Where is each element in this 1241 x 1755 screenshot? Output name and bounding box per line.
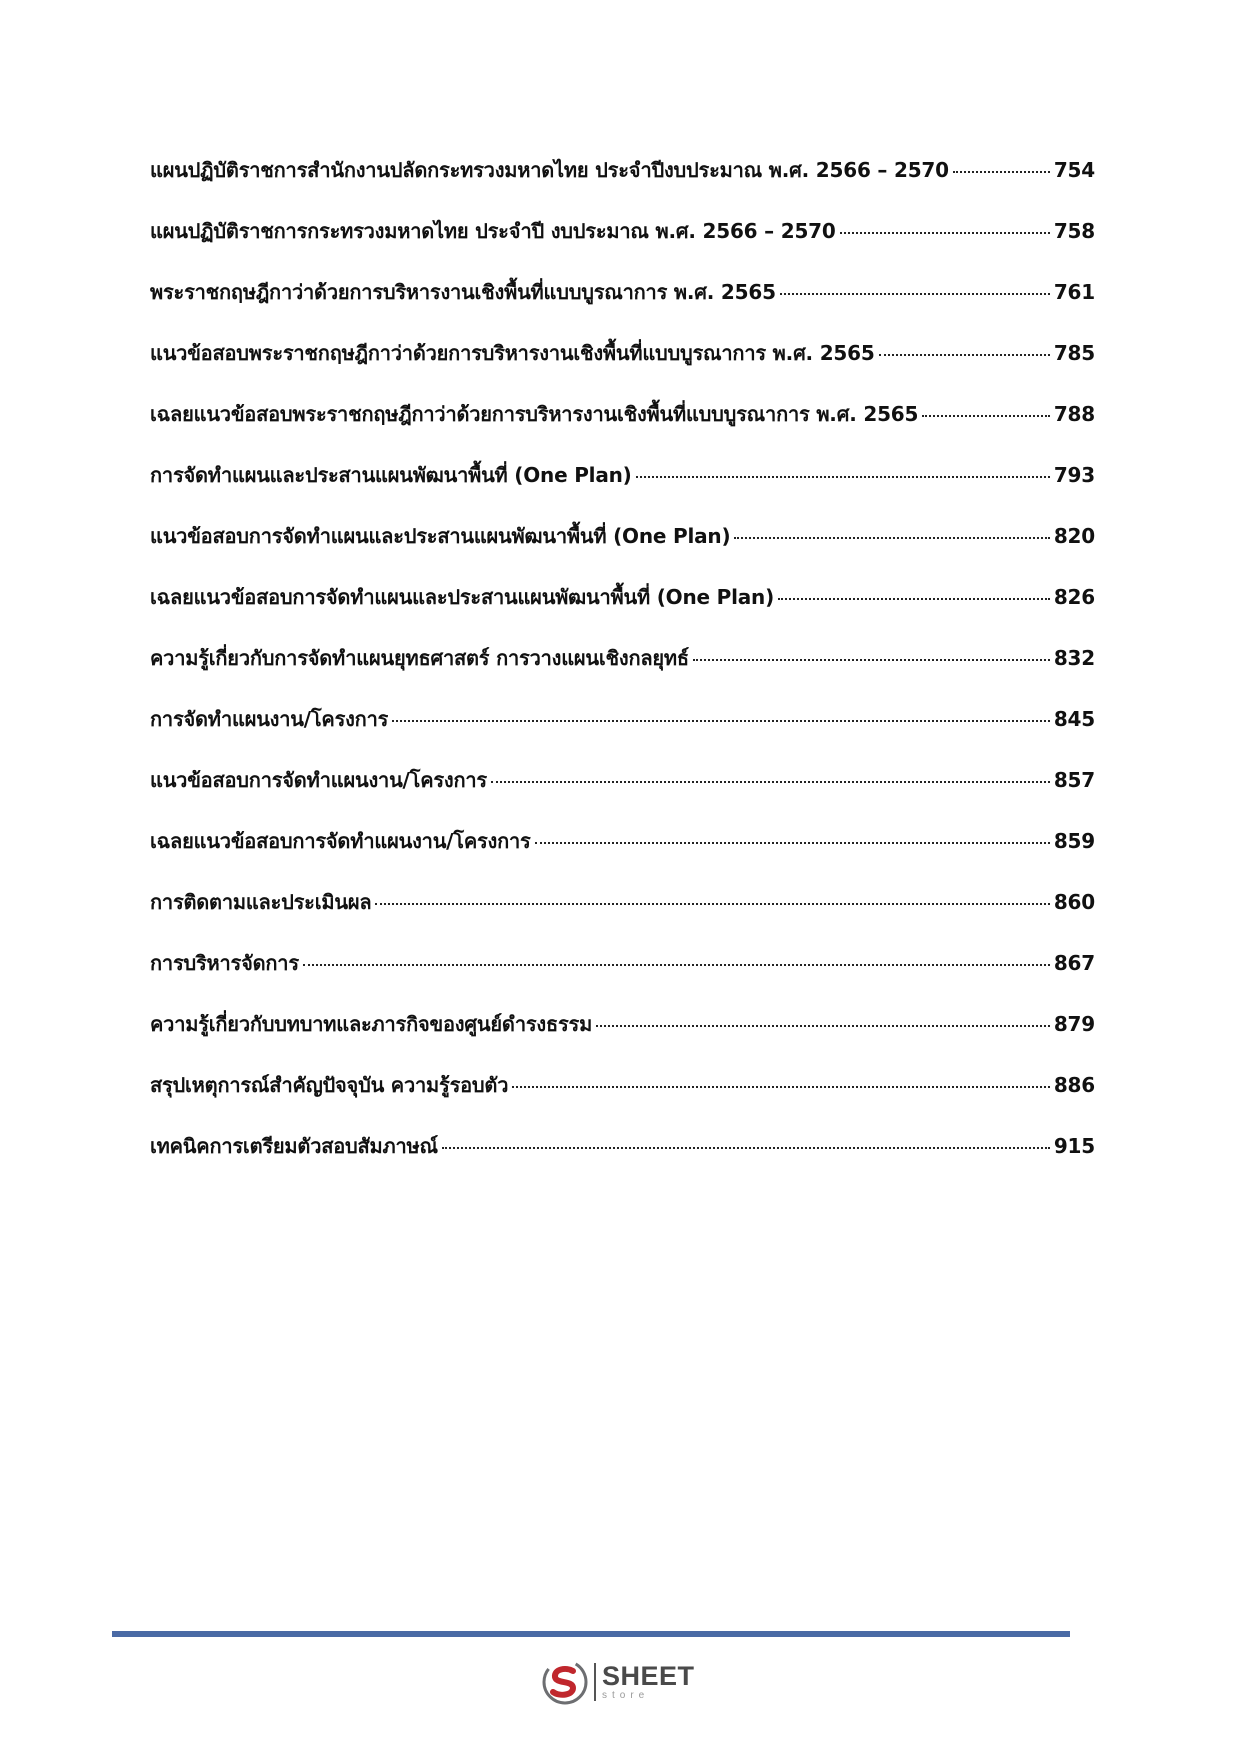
toc-entry[interactable] <box>150 1008 1095 1069</box>
toc-leader-dots <box>953 171 1050 173</box>
toc-entry-page: 761 <box>1053 280 1095 304</box>
toc-entry-title: พระราชกฤษฎีกาว่าด้วยการบริหารงานเชิงพื้นที่แบบบูรณาการ พ.ศ. 2565 <box>150 280 776 304</box>
toc-entry-title: เฉลยแนวข้อสอบการจัดทำแผนงาน/โครงการ <box>150 829 531 853</box>
toc-entry-title: แผนปฏิบัติราชการสำนักงานปลัดกระทรวงมหาดไทย ประจำปีงบประมาณ พ.ศ. 2566 – 2570 <box>150 158 949 182</box>
logo-wordmark <box>602 1663 695 1701</box>
toc-leader-dots <box>596 1025 1050 1027</box>
toc-entry[interactable] <box>150 398 1095 459</box>
toc-entry-page: 879 <box>1053 1012 1095 1036</box>
toc-leader-dots <box>734 537 1049 539</box>
toc-entry[interactable] <box>150 703 1095 764</box>
toc-entry-page: 860 <box>1053 890 1095 914</box>
toc-entry-title: การบริหารจัดการ <box>150 951 299 975</box>
toc-entry[interactable] <box>150 581 1095 642</box>
toc-entry[interactable] <box>150 764 1095 825</box>
toc-leader-dots <box>375 903 1049 905</box>
toc-entry-page: 758 <box>1053 219 1095 243</box>
toc-leader-dots <box>512 1086 1050 1088</box>
toc-entry-page: 820 <box>1053 524 1095 548</box>
table-of-contents <box>150 154 1095 1191</box>
sheet-store-logo <box>540 1656 710 1708</box>
toc-entry-title: สรุปเหตุการณ์สำคัญปัจจุบัน ความรู้รอบตัว <box>150 1073 509 1097</box>
toc-entry-page: 793 <box>1053 463 1095 487</box>
toc-entry[interactable] <box>150 886 1095 947</box>
toc-entry-title: การจัดทำแผนและประสานแผนพัฒนาพื้นที่ (One Plan) <box>150 463 632 487</box>
toc-leader-dots <box>693 659 1050 661</box>
toc-entry[interactable] <box>150 825 1095 886</box>
toc-entry-page: 785 <box>1053 341 1095 365</box>
toc-entry[interactable] <box>150 215 1095 276</box>
toc-entry[interactable] <box>150 1130 1095 1191</box>
toc-entry[interactable] <box>150 459 1095 520</box>
toc-entry-page: 788 <box>1053 402 1095 426</box>
toc-entry-title: เฉลยแนวข้อสอบพระราชกฤษฎีกาว่าด้วยการบริหารงานเชิงพื้นที่แบบบูรณาการ พ.ศ. 2565 <box>150 402 919 426</box>
toc-entry[interactable] <box>150 947 1095 1008</box>
toc-leader-dots <box>491 781 1050 783</box>
logo-name: SHEET <box>602 1661 695 1691</box>
toc-entry-page: 886 <box>1053 1073 1095 1097</box>
toc-entry-title: การจัดทำแผนงาน/โครงการ <box>150 707 389 731</box>
toc-entry-page: 867 <box>1053 951 1095 975</box>
toc-entry-page: 754 <box>1053 158 1095 182</box>
toc-entry-page: 859 <box>1053 829 1095 853</box>
toc-entry[interactable] <box>150 154 1095 215</box>
footer-divider-line <box>112 1631 1070 1637</box>
toc-entry-title: แนวข้อสอบการจัดทำแผนงาน/โครงการ <box>150 768 487 792</box>
toc-entry-page: 915 <box>1053 1134 1095 1158</box>
logo-subtitle: store <box>602 1690 650 1701</box>
toc-entry-title: ความรู้เกี่ยวกับบทบาทและภารกิจของศูนย์ดำรงธรรม <box>150 1012 593 1036</box>
toc-entry[interactable] <box>150 520 1095 581</box>
toc-entry-page: 832 <box>1053 646 1095 670</box>
toc-leader-dots <box>778 598 1050 600</box>
toc-leader-dots <box>392 720 1050 722</box>
toc-entry-title: เทคนิคการเตรียมตัวสอบสัมภาษณ์ <box>150 1134 438 1158</box>
toc-leader-dots <box>840 232 1050 234</box>
toc-entry[interactable] <box>150 337 1095 398</box>
toc-leader-dots <box>922 415 1050 417</box>
toc-entry[interactable] <box>150 642 1095 703</box>
toc-leader-dots <box>879 354 1050 356</box>
toc-entry-title: แนวข้อสอบพระราชกฤษฎีกาว่าด้วยการบริหารงานเชิงพื้นที่แบบบูรณาการ พ.ศ. 2565 <box>150 341 875 365</box>
toc-entry[interactable] <box>150 276 1095 337</box>
toc-leader-dots <box>636 476 1050 478</box>
toc-leader-dots <box>535 842 1050 844</box>
toc-entry-title: การติดตามและประเมินผล <box>150 890 372 914</box>
toc-entry-page: 845 <box>1053 707 1095 731</box>
toc-entry-page: 826 <box>1053 585 1095 609</box>
toc-entry[interactable] <box>150 1069 1095 1130</box>
toc-leader-dots <box>780 293 1050 295</box>
toc-entry-page: 857 <box>1053 768 1095 792</box>
toc-leader-dots <box>442 1147 1050 1149</box>
toc-entry-title: แผนปฏิบัติราชการกระทรวงมหาดไทย ประจำปี งบประมาณ พ.ศ. 2566 – 2570 <box>150 219 836 243</box>
toc-entry-title: ความรู้เกี่ยวกับการจัดทำแผนยุทธศาสตร์ การวางแผนเชิงกลยุทธ์ <box>150 646 689 670</box>
sheet-store-logo-mark-icon <box>540 1657 590 1707</box>
toc-entry-title: เฉลยแนวข้อสอบการจัดทำแผนและประสานแผนพัฒนาพื้นที่ (One Plan) <box>150 585 775 609</box>
toc-leader-dots <box>303 964 1050 966</box>
toc-entry-title: แนวข้อสอบการจัดทำแผนและประสานแผนพัฒนาพื้นที่ (One Plan) <box>150 524 731 548</box>
logo-divider <box>594 1663 596 1701</box>
